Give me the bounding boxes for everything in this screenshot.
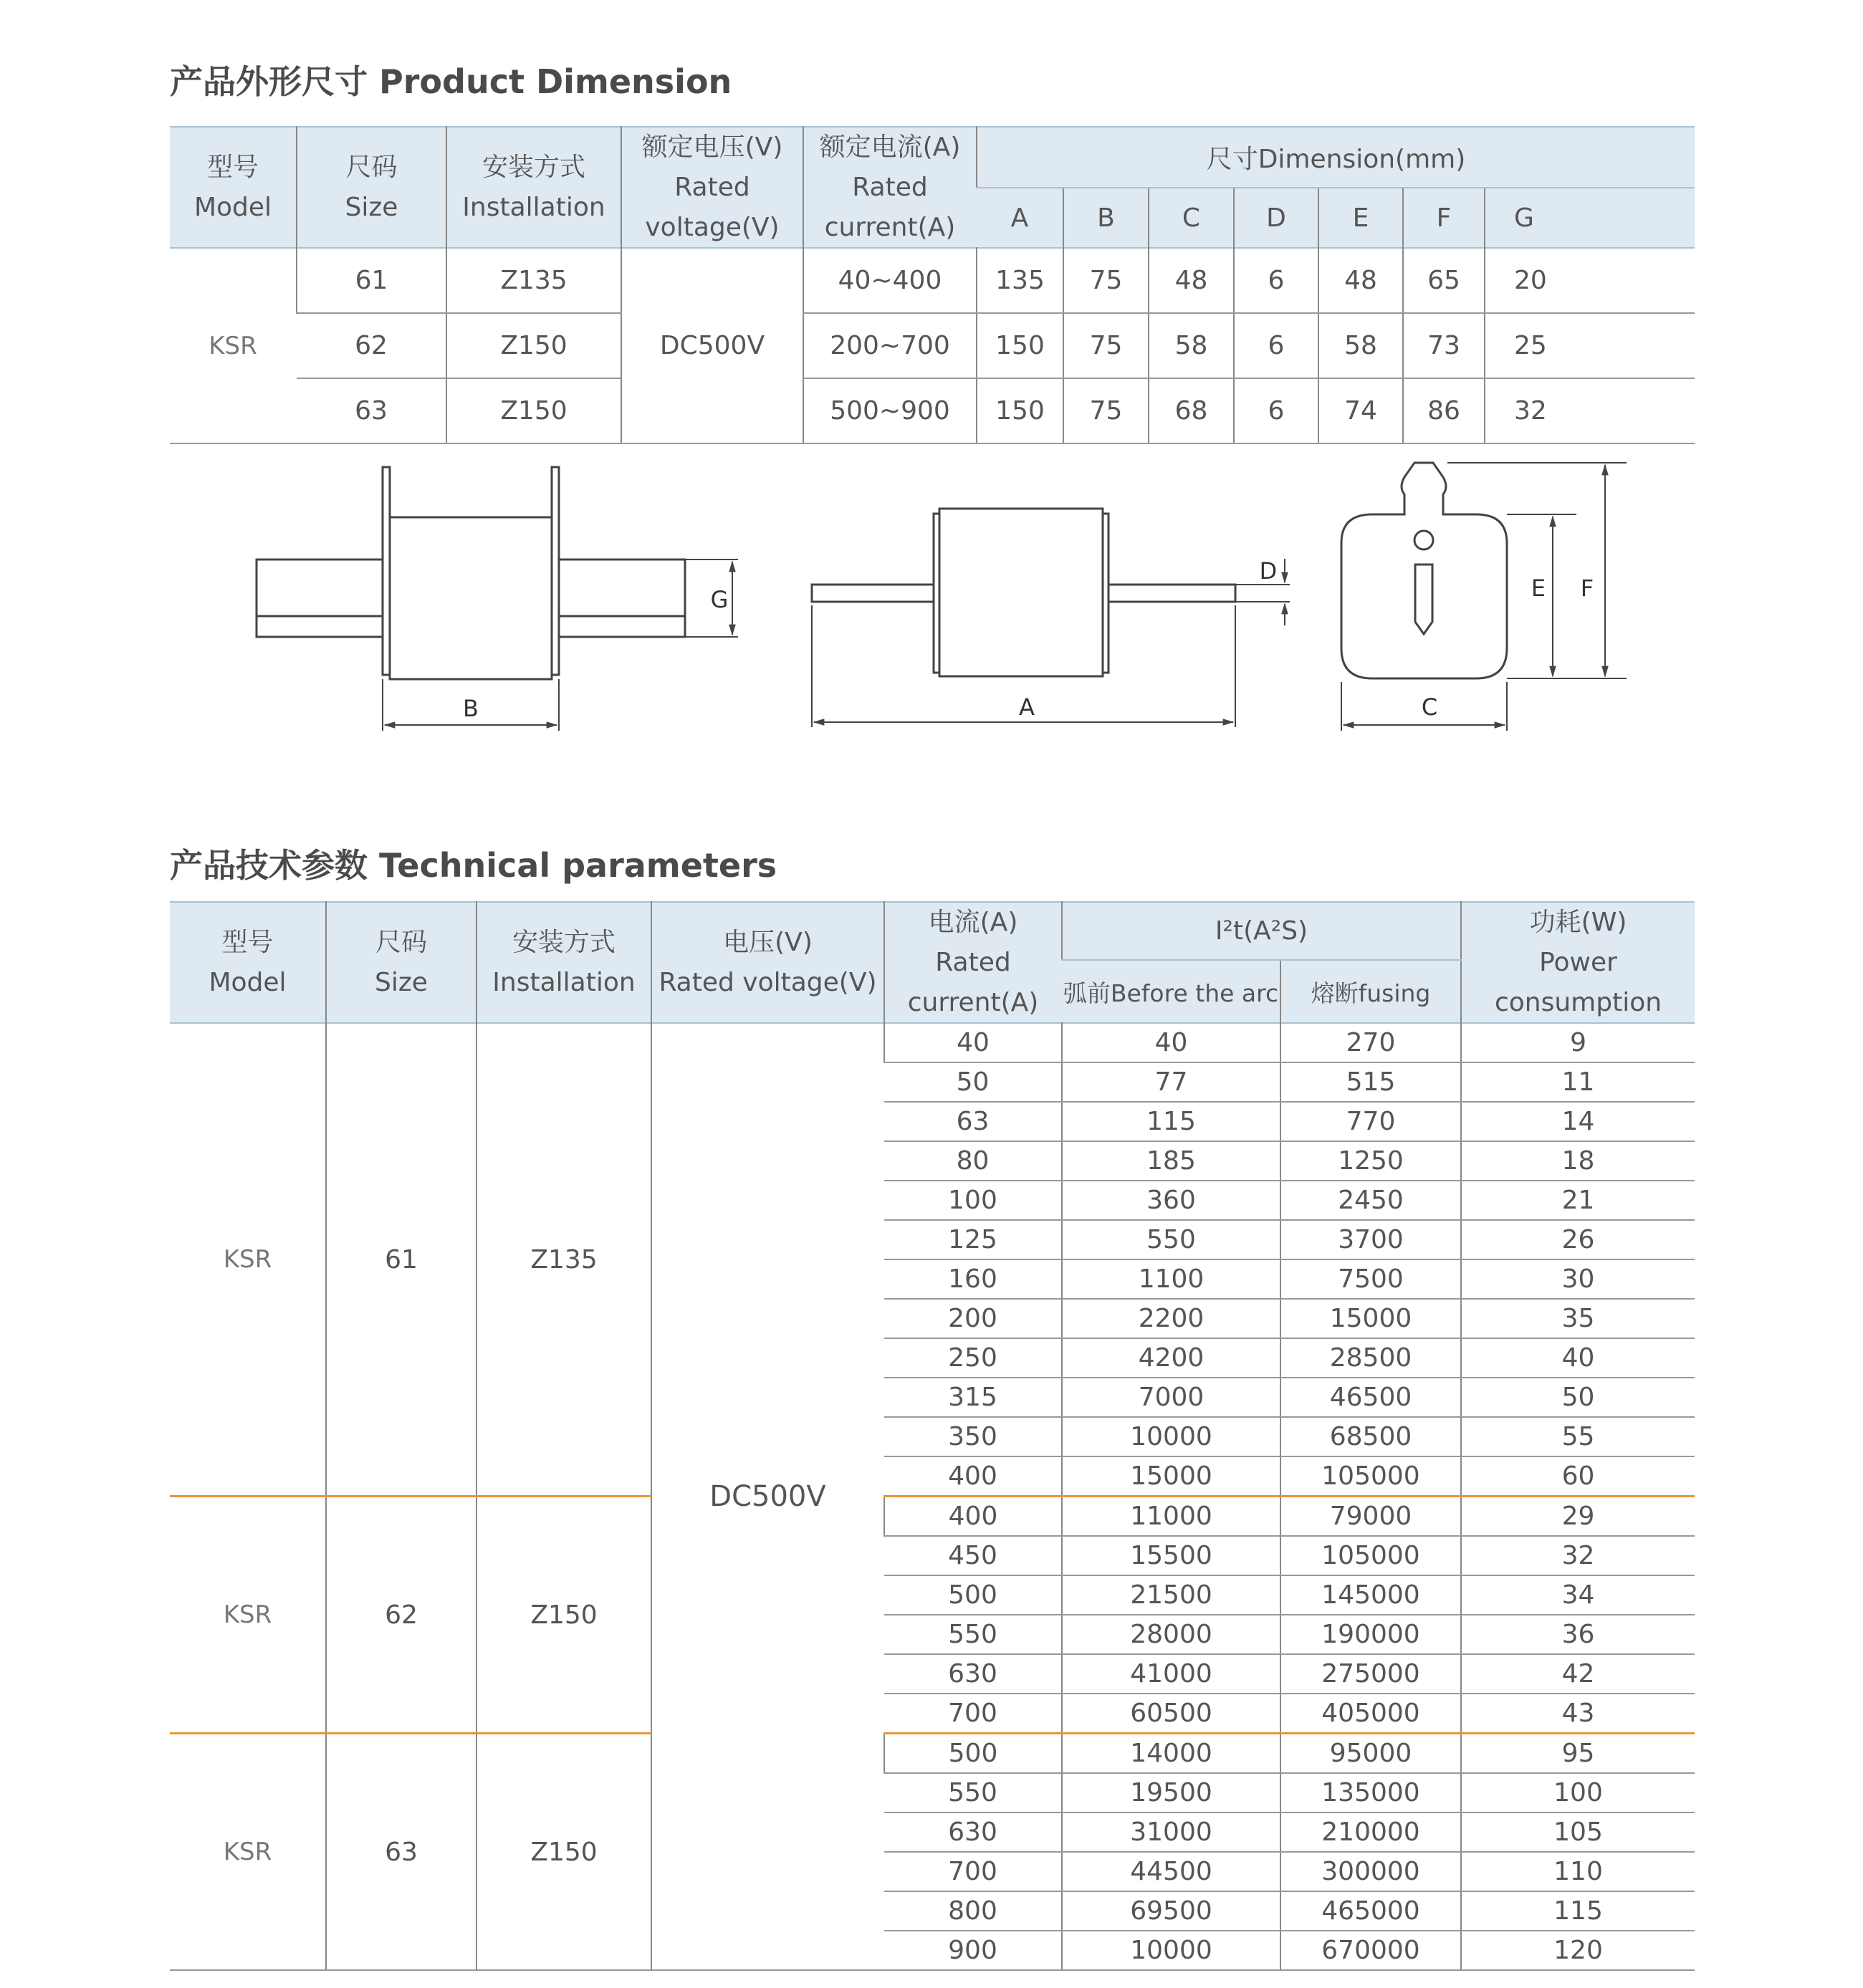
current-cell: 50 [884, 1062, 1062, 1102]
pre-arc-cell: 40 [1062, 1023, 1280, 1062]
current-cell: 63 [884, 1102, 1062, 1141]
fusing-cell: 275000 [1280, 1654, 1461, 1694]
fusing-cell: 79000 [1280, 1497, 1461, 1537]
power-cell: 110 [1461, 1852, 1695, 1891]
pre-arc-cell: 10000 [1062, 1417, 1280, 1456]
header-installation: 安装方式 Installation [446, 127, 621, 248]
tp-header-fusing: 熔断fusing [1280, 960, 1461, 1023]
dim-cell: 25 [1485, 313, 1695, 378]
table-row [170, 1023, 1695, 1062]
fusing-cell: 210000 [1280, 1812, 1461, 1852]
size-cell: 62 [326, 1497, 476, 1734]
size-cell: 61 [326, 1023, 476, 1497]
dim-cell: 150 [977, 313, 1063, 378]
fusing-cell: 15000 [1280, 1299, 1461, 1338]
dim-cell: 150 [977, 378, 1063, 443]
power-cell: 60 [1461, 1456, 1695, 1497]
fusing-cell: 3700 [1280, 1220, 1461, 1259]
current-cell: 550 [884, 1773, 1062, 1812]
pre-arc-cell: 185 [1062, 1141, 1280, 1181]
current-cell: 800 [884, 1891, 1062, 1931]
dim-cell: 6 [1234, 248, 1318, 313]
power-cell: 43 [1461, 1694, 1695, 1734]
dim-cell: 58 [1149, 313, 1234, 378]
pre-arc-cell: 60500 [1062, 1694, 1280, 1734]
power-cell: 9 [1461, 1023, 1695, 1062]
current-cell: 550 [884, 1615, 1062, 1654]
fusing-cell: 515 [1280, 1062, 1461, 1102]
pre-arc-cell: 77 [1062, 1062, 1280, 1102]
pre-arc-cell: 1100 [1062, 1259, 1280, 1299]
current-cell: 200~700 [803, 313, 977, 378]
dim-cell: 135 [977, 248, 1063, 313]
dim-cell: 74 [1318, 378, 1403, 443]
header-dim-e: E [1318, 188, 1403, 249]
fusing-cell: 190000 [1280, 1615, 1461, 1654]
current-cell: 350 [884, 1417, 1062, 1456]
current-cell: 100 [884, 1181, 1062, 1220]
installation-cell: Z150 [476, 1734, 651, 1971]
fusing-cell: 95000 [1280, 1734, 1461, 1774]
fusing-cell: 405000 [1280, 1694, 1461, 1734]
fusing-cell: 300000 [1280, 1852, 1461, 1891]
header-dim-a: A [977, 188, 1063, 249]
dim-cell: 48 [1318, 248, 1403, 313]
power-cell: 36 [1461, 1615, 1695, 1654]
power-cell: 35 [1461, 1299, 1695, 1338]
size-cell: 62 [297, 313, 446, 378]
dim-cell: 73 [1403, 313, 1485, 378]
dim-cell: 20 [1485, 248, 1695, 313]
power-cell: 32 [1461, 1536, 1695, 1575]
current-cell: 250 [884, 1338, 1062, 1378]
pre-arc-cell: 69500 [1062, 1891, 1280, 1931]
header-model: 型号 Model [170, 127, 297, 248]
dim-cell: 68 [1149, 378, 1234, 443]
power-cell: 100 [1461, 1773, 1695, 1812]
tp-header-voltage: 电压(V) Rated voltage(V) [651, 902, 884, 1023]
dim-cell: 58 [1318, 313, 1403, 378]
fusing-cell: 670000 [1280, 1931, 1461, 1970]
header-rated-voltage: 额定电压(V) Rated voltage(V) [621, 127, 803, 248]
label-f: F [1580, 575, 1594, 602]
header-rated-current: 额定电流(A) Rated current(A) [803, 127, 977, 248]
installation-cell: Z135 [446, 248, 621, 313]
current-cell: 630 [884, 1812, 1062, 1852]
power-cell: 14 [1461, 1102, 1695, 1141]
dim-cell: 32 [1485, 378, 1695, 443]
fusing-cell: 46500 [1280, 1378, 1461, 1417]
pre-arc-cell: 21500 [1062, 1575, 1280, 1615]
power-cell: 26 [1461, 1220, 1695, 1259]
model-cell: KSR [170, 248, 297, 443]
model-cell: KSR [170, 1497, 326, 1734]
table-row [170, 1497, 1695, 1537]
power-cell: 30 [1461, 1259, 1695, 1299]
fusing-cell: 145000 [1280, 1575, 1461, 1615]
pre-arc-cell: 550 [1062, 1220, 1280, 1259]
current-cell: 315 [884, 1378, 1062, 1417]
current-cell: 125 [884, 1220, 1062, 1259]
pre-arc-cell: 19500 [1062, 1773, 1280, 1812]
dim-cell: 65 [1403, 248, 1485, 313]
product-dimension-title: 产品外形尺寸 Product Dimension [170, 62, 732, 101]
installation-cell: Z135 [476, 1023, 651, 1497]
power-cell: 29 [1461, 1497, 1695, 1537]
size-cell: 63 [326, 1734, 476, 1971]
size-cell: 63 [297, 378, 446, 443]
header-dimension: 尺寸Dimension(mm) [977, 127, 1695, 188]
fusing-cell: 465000 [1280, 1891, 1461, 1931]
tp-header-installation: 安装方式 Installation [476, 902, 651, 1023]
label-c: C [1421, 693, 1438, 721]
voltage-cell: DC500V [621, 248, 803, 443]
model-cell: KSR [170, 1023, 326, 1497]
table-row [170, 1734, 1695, 1774]
current-cell: 40~400 [803, 248, 977, 313]
dim-cell: 75 [1063, 378, 1149, 443]
power-cell: 21 [1461, 1181, 1695, 1220]
power-cell: 11 [1461, 1062, 1695, 1102]
current-cell: 160 [884, 1259, 1062, 1299]
voltage-cell: DC500V [651, 1023, 884, 1970]
dim-cell: 6 [1234, 313, 1318, 378]
tp-header-power: 功耗(W) Power consumption [1461, 902, 1695, 1023]
current-cell: 500 [884, 1575, 1062, 1615]
technical-parameters-table [170, 901, 1695, 1971]
pre-arc-cell: 11000 [1062, 1497, 1280, 1537]
installation-cell: Z150 [446, 313, 621, 378]
fusing-cell: 7500 [1280, 1259, 1461, 1299]
current-cell: 630 [884, 1654, 1062, 1694]
dim-cell: 6 [1234, 378, 1318, 443]
power-cell: 95 [1461, 1734, 1695, 1774]
pre-arc-cell: 2200 [1062, 1299, 1280, 1338]
pre-arc-cell: 41000 [1062, 1654, 1280, 1694]
header-size: 尺码 Size [297, 127, 446, 248]
header-dim-f: F [1403, 188, 1485, 249]
label-g: G [710, 586, 729, 613]
header-dim-d: D [1234, 188, 1318, 249]
power-cell: 42 [1461, 1654, 1695, 1694]
fusing-cell: 1250 [1280, 1141, 1461, 1181]
fusing-cell: 270 [1280, 1023, 1461, 1062]
power-cell: 55 [1461, 1417, 1695, 1456]
pre-arc-cell: 28000 [1062, 1615, 1280, 1654]
current-cell: 200 [884, 1299, 1062, 1338]
power-cell: 18 [1461, 1141, 1695, 1181]
current-cell: 40 [884, 1023, 1062, 1062]
current-cell: 400 [884, 1497, 1062, 1537]
pre-arc-cell: 10000 [1062, 1931, 1280, 1970]
model-cell: KSR [170, 1734, 326, 1971]
header-dim-b: B [1063, 188, 1149, 249]
dim-cell: 86 [1403, 378, 1485, 443]
fusing-cell: 770 [1280, 1102, 1461, 1141]
current-cell: 80 [884, 1141, 1062, 1181]
label-b: B [463, 695, 479, 722]
pre-arc-cell: 4200 [1062, 1338, 1280, 1378]
installation-cell: Z150 [446, 378, 621, 443]
power-cell: 50 [1461, 1378, 1695, 1417]
power-cell: 115 [1461, 1891, 1695, 1931]
current-cell: 450 [884, 1536, 1062, 1575]
pre-arc-cell: 7000 [1062, 1378, 1280, 1417]
header-dim-c: C [1149, 188, 1234, 249]
pre-arc-cell: 15000 [1062, 1456, 1280, 1497]
technical-parameters-title: 产品技术参数 Technical parameters [170, 846, 777, 885]
current-cell: 900 [884, 1931, 1062, 1970]
fusing-cell: 105000 [1280, 1536, 1461, 1575]
power-cell: 105 [1461, 1812, 1695, 1852]
dimension-drawings [0, 0, 1863, 788]
pre-arc-cell: 44500 [1062, 1852, 1280, 1891]
dim-cell: 75 [1063, 313, 1149, 378]
label-a: A [1019, 693, 1035, 721]
dim-cell: 48 [1149, 248, 1234, 313]
tp-header-pre-arc: 弧前Before the arc [1062, 960, 1280, 1023]
power-cell: 34 [1461, 1575, 1695, 1615]
fusing-cell: 2450 [1280, 1181, 1461, 1220]
dim-cell: 75 [1063, 248, 1149, 313]
pre-arc-cell: 15500 [1062, 1536, 1280, 1575]
tp-header-size: 尺码 Size [326, 902, 476, 1023]
pre-arc-cell: 31000 [1062, 1812, 1280, 1852]
tp-header-current: 电流(A) Rated current(A) [884, 902, 1062, 1023]
label-d: D [1259, 557, 1278, 585]
current-cell: 700 [884, 1694, 1062, 1734]
pre-arc-cell: 14000 [1062, 1734, 1280, 1774]
fusing-cell: 68500 [1280, 1417, 1461, 1456]
current-cell: 500 [884, 1734, 1062, 1774]
pre-arc-cell: 115 [1062, 1102, 1280, 1141]
side-view-drawing [257, 467, 738, 731]
pre-arc-cell: 360 [1062, 1181, 1280, 1220]
current-cell: 400 [884, 1456, 1062, 1497]
power-cell: 120 [1461, 1931, 1695, 1970]
label-e: E [1531, 575, 1546, 602]
fusing-cell: 105000 [1280, 1456, 1461, 1497]
tp-header-model: 型号 Model [170, 902, 326, 1023]
fusing-cell: 135000 [1280, 1773, 1461, 1812]
tp-header-i2t: I²t(A²S) [1062, 902, 1461, 960]
fusing-cell: 28500 [1280, 1338, 1461, 1378]
size-cell: 61 [297, 248, 446, 313]
current-cell: 700 [884, 1852, 1062, 1891]
installation-cell: Z150 [476, 1497, 651, 1734]
current-cell: 500~900 [803, 378, 977, 443]
header-dim-g: G [1485, 188, 1695, 249]
power-cell: 40 [1461, 1338, 1695, 1378]
front-view-drawing [812, 509, 1290, 727]
